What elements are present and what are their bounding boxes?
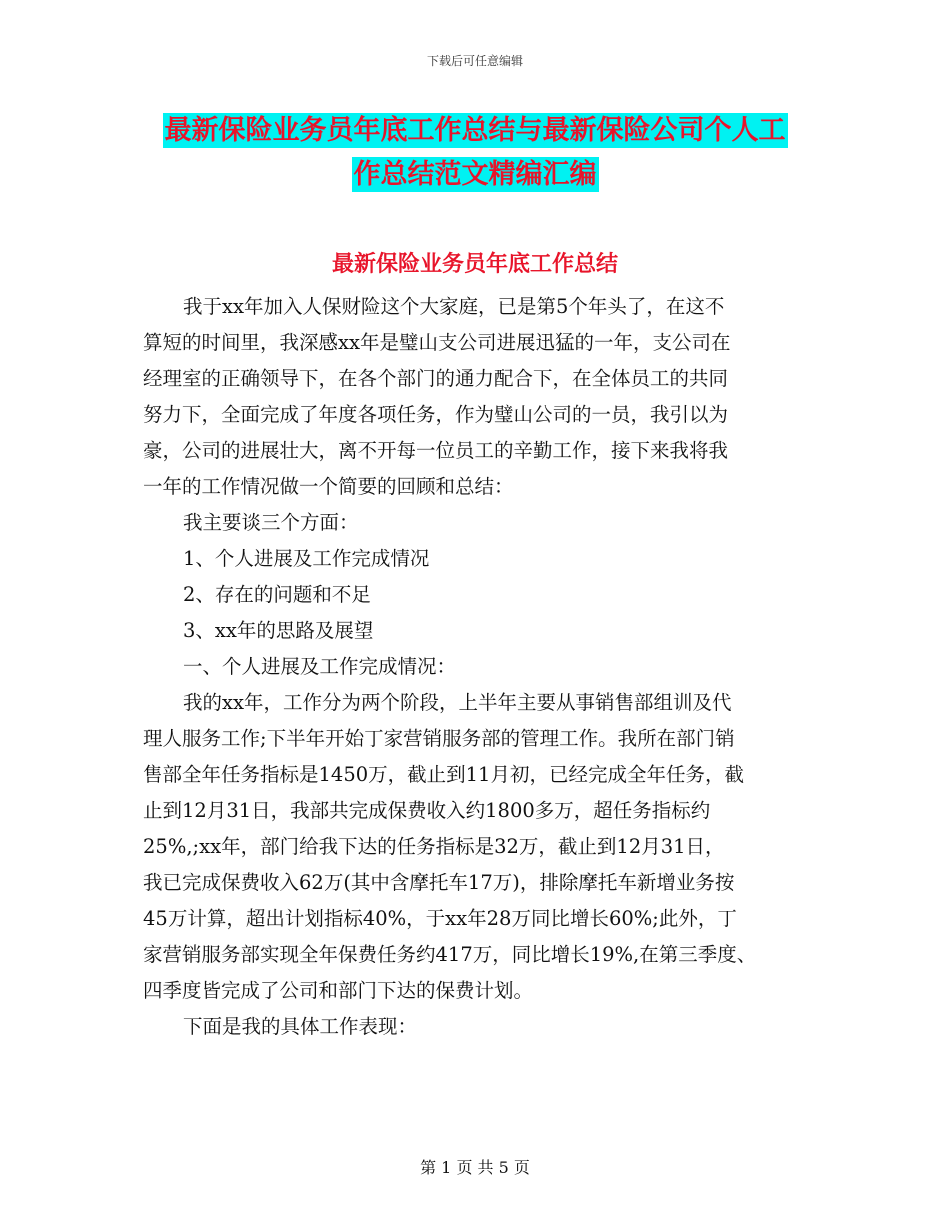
text-line: 我的xx年，工作分为两个阶段，上半年主要从事销售部组训及代 <box>183 691 732 714</box>
text-line: 经理室的正确领导下，在各个部门的通力配合下，在全体员工的共同 <box>143 367 729 390</box>
text-line: 下面是我的具体工作表现： <box>183 1015 418 1038</box>
title-highlight-1: 最新保险业务员年底工作总结与最新保险公司个人工 <box>164 115 786 146</box>
header-note: 下载后可任意编辑 <box>426 54 523 68</box>
list-item: 3、xx年的思路及展望 <box>183 619 374 642</box>
text-line: 家营销服务部实现全年保费任务约417万，同比增长19%,在第三季度、 <box>143 943 757 966</box>
text-line: 努力下，全面完成了年度各项任务，作为璧山公司的一员，我引以为 <box>143 403 729 426</box>
text-line: 豪，公司的进展壮大，离不开每一位员工的辛勤工作，接下来我将我 <box>143 439 729 462</box>
text-line: 我已完成保费收入62万(其中含摩托车17万)，排除摩托车新增业务按 <box>143 871 735 894</box>
text-line: 一年的工作情况做一个简要的回顾和总结： <box>143 475 514 498</box>
body-text <box>143 289 818 1045</box>
text-line: 止到12月31日，我部共完成保费收入约1800多万，超任务指标约 <box>143 799 711 822</box>
text-line: 售部全年任务指标是1450万，截止到11月初，已经完成全年任务，截 <box>143 763 744 786</box>
title-highlight-2: 作总结范文精编汇编 <box>353 159 597 190</box>
text-line: 45万计算，超出计划指标40%，于xx年28万同比增长60%;此外，丁 <box>143 907 737 930</box>
text-line: 我主要谈三个方面： <box>183 511 359 534</box>
list-item: 2、存在的问题和不足 <box>183 583 371 606</box>
text-line: 理人服务工作;下半年开始丁家营销服务部的管理工作。我所在部门销 <box>143 727 735 750</box>
document-title-line-2 <box>0 155 950 195</box>
page-footer: 第 1 页 共 5 页 <box>420 1158 530 1177</box>
text-line: 我于xx年加入人保财险这个大家庭，已是第5个年头了，在这不 <box>183 295 725 318</box>
subsection-heading: 一、个人进展及工作完成情况： <box>183 655 457 678</box>
text-line: 算短的时间里，我深感xx年是璧山支公司进展迅猛的一年，支公司在 <box>143 331 731 354</box>
text-line: 四季度皆完成了公司和部门下达的保费计划。 <box>143 979 534 1002</box>
section-title: 最新保险业务员年底工作总结 <box>331 252 618 277</box>
text-line: 25%,;xx年，部门给我下达的任务指标是32万，截止到12月31日， <box>143 835 725 858</box>
list-item: 1、个人进展及工作完成情况 <box>183 547 430 570</box>
document-title-line-1 <box>0 111 950 151</box>
